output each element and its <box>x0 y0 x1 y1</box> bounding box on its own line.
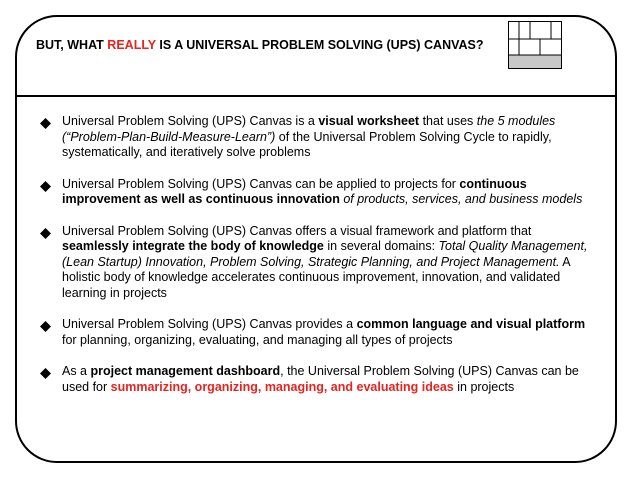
title-highlight: REALLY <box>107 38 156 52</box>
title-part1: BUT, WHAT <box>36 38 108 52</box>
bullet-bold: common language and visual platform <box>356 317 586 331</box>
bullet-bold: project management dashboard <box>90 364 281 378</box>
bullet-text: Universal Problem Solving (UPS) Canvas provides a <box>62 317 357 331</box>
bullet-text: for planning, organizing, evaluating, and managing all types of projects <box>62 332 453 347</box>
list-item <box>40 177 600 208</box>
bullet-text: Universal Problem Solving (UPS) Canvas is a <box>62 114 319 128</box>
diamond-bullet-icon <box>40 368 51 379</box>
header-divider <box>15 95 617 97</box>
diamond-bullet-icon <box>40 228 51 239</box>
bullet-text: in projects <box>453 379 515 394</box>
list-item <box>40 364 600 395</box>
bullet-text: of the Universal Problem Solving Cycle to rapidly, systematically, and iteratively solve problems <box>62 129 552 159</box>
page-title <box>36 38 484 52</box>
bullet-bold: visual worksheet <box>318 114 420 128</box>
list-item <box>40 317 600 348</box>
bullet-text: that uses <box>419 114 477 128</box>
bullet-bold: seamlessly integrate the body of knowledge <box>62 239 324 253</box>
list-item <box>40 114 600 161</box>
bullet-list <box>40 114 600 395</box>
bullet-text: Universal Problem Solving (UPS) Canvas can be applied to projects for <box>62 176 460 191</box>
diamond-bullet-icon <box>40 181 51 192</box>
bullet-text: Universal Problem Solving (UPS) Canvas offers a visual framework and platform that <box>62 223 532 238</box>
bullet-text: in several domains: <box>323 239 439 253</box>
bullet-italic: the 5 modules (“Problem-Plan-Build-Measure-Learn”) <box>62 114 556 144</box>
bullet-text: As a <box>62 364 91 378</box>
bullet-text: A holistic body of knowledge accelerates continuous improvement, innovation, and validated learning in projects <box>62 254 570 300</box>
diamond-bullet-icon <box>40 118 51 129</box>
bullet-text: , the Universal Problem Solving (UPS) Canvas can be used for <box>62 364 579 394</box>
canvas-grid-icon <box>508 21 562 69</box>
bullet-highlight: summarizing, organizing, managing, and evaluating ideas <box>110 379 454 394</box>
list-item <box>40 224 600 302</box>
bullet-italic: Total Quality Management, (Lean Startup) Innovation, Problem Solving, Strategic Planning, and Project Management. <box>62 239 588 269</box>
bullet-italic: of products, services, and business models <box>343 192 583 206</box>
diamond-bullet-icon <box>40 321 51 332</box>
bullet-bold: continuous improvement as well as continuous innovation <box>62 176 527 206</box>
title-part2: IS A UNIVERSAL PROBLEM SOLVING (UPS) CANVAS? <box>155 38 484 52</box>
